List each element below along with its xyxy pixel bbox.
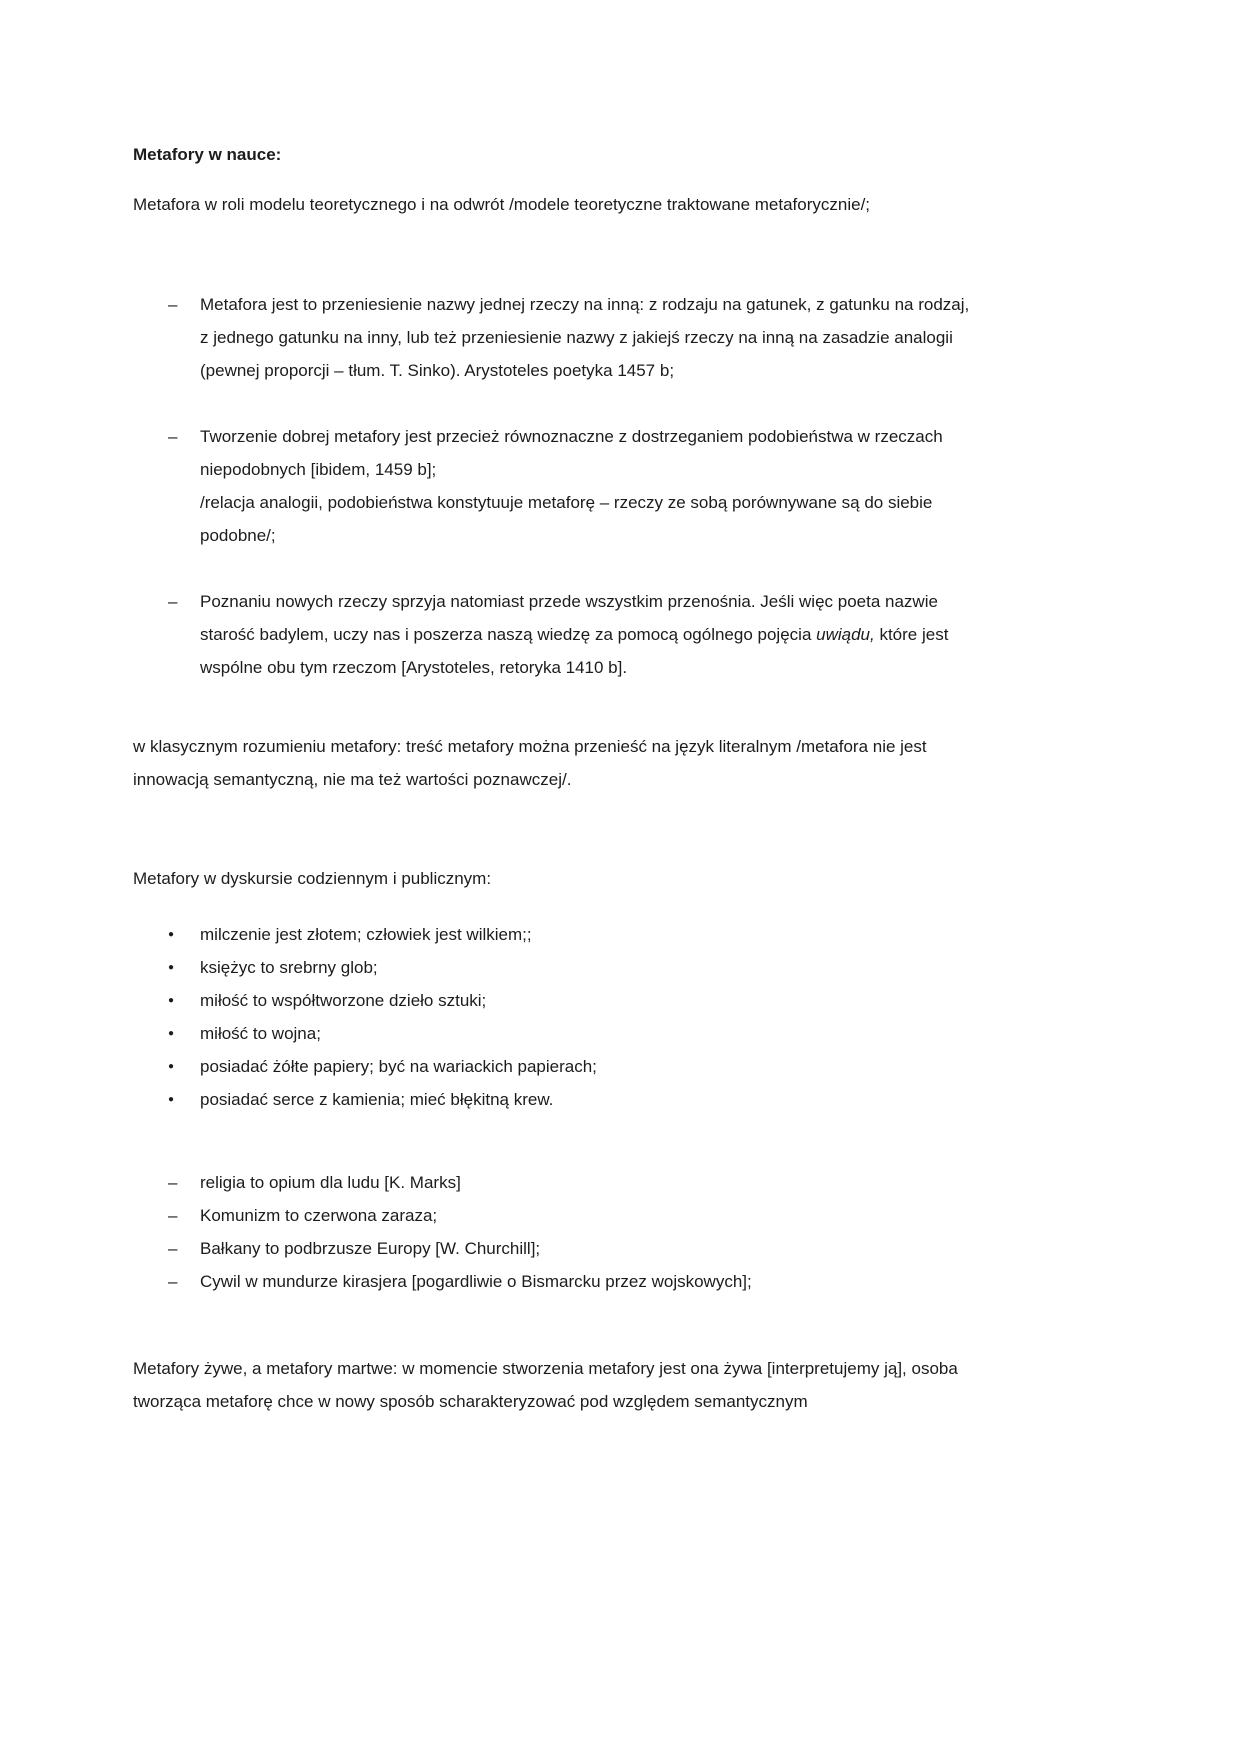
text-line: /relacja analogii, podobieństwa konstytuuje metaforę – rzeczy ze sobą porównywane są do siebie podobne/;: [200, 493, 933, 545]
list-item-text: księżyc to srebrny glob;: [200, 958, 378, 977]
text-segment: Poznaniu nowych rzeczy sprzyja natomiast przede wszystkim przenośnia. Jeśli więc poeta nazwie starość badylem, uczy nas i poszerza naszą wiedzę za pomocą ogólnego pojęcia: [200, 592, 938, 644]
list-item: [133, 1199, 972, 1232]
text-segment: które jest wspólne obu tym rzeczom [Arystoteles, retoryka 1410 b].: [200, 625, 949, 677]
discourse-section-heading: Metafory w dyskursie codziennym i publicznym:: [133, 869, 492, 888]
list-item: [133, 420, 972, 552]
bullet-marker: ●: [168, 995, 175, 1006]
list-item: [133, 288, 972, 387]
list-item: [133, 1017, 972, 1050]
list-item: [133, 918, 972, 951]
italic-term: uwiądu,: [816, 625, 875, 644]
list-item: [133, 1232, 972, 1265]
dash-marker: –: [168, 1206, 178, 1225]
list-item-text: religia to opium dla ludu [K. Marks]: [200, 1173, 461, 1192]
bullet-marker: ●: [168, 929, 175, 940]
list-item-text: [200, 585, 972, 684]
bullet-marker: ●: [168, 1028, 175, 1039]
list-item-text: milczenie jest złotem; człowiek jest wilkiem;;: [200, 925, 532, 944]
list-item: [133, 1166, 972, 1199]
list-item: [133, 951, 972, 984]
list-item-text: Metafora jest to przeniesienie nazwy jednej rzeczy na inną: z rodzaju na gatunek, z gatunku na rodzaj, z jednego gatunku na inny, lub też przeniesienie nazwy z jakiejś rzeczy na inną na zasadzie analogii (pewnej proporcji – tłum. T. Sinko). Arystoteles poetyka 1457 b;: [200, 295, 970, 380]
dash-marker: –: [168, 592, 178, 611]
list-item-text: [200, 420, 972, 552]
text-line: Tworzenie dobrej metafory jest przecież równoznaczne z dostrzeganiem podobieństwa w rzeczach niepodobnych [ibidem, 1459 b];: [200, 427, 943, 479]
list-item-text: posiadać żółte papiery; być na wariackich papierach;: [200, 1057, 597, 1076]
list-item: [133, 1265, 972, 1298]
aristotle-definitions-list: [133, 288, 972, 684]
dash-marker: –: [168, 295, 178, 314]
intro-paragraph: Metafora w roli modelu teoretycznego i na odwrót /modele teoretyczne traktowane metaforycznie/;: [133, 195, 871, 214]
list-item: [133, 585, 972, 684]
list-item: [133, 1050, 972, 1083]
list-item-text: posiadać serce z kamienia; mieć błękitną krew.: [200, 1090, 554, 1109]
bullet-marker: ●: [168, 962, 175, 973]
closing-paragraph: Metafory żywe, a metafory martwe: w momencie stworzenia metafory jest ona żywa [interpretujemy ją], osoba tworząca metaforę chce w nowy sposób scharakteryzować pod względem semantycznym: [133, 1359, 958, 1411]
list-item-text: Cywil w mundurze kirasjera [pogardliwie o Bismarcku przez wojskowych];: [200, 1272, 752, 1291]
dash-marker: –: [168, 427, 178, 446]
list-item-text: Bałkany to podbrzusze Europy [W. Churchill];: [200, 1239, 541, 1258]
list-item: [133, 984, 972, 1017]
everyday-metaphors-list: [133, 918, 972, 1116]
public-metaphors-list: [133, 1166, 972, 1298]
classical-interpretation-paragraph: w klasycznym rozumieniu metafory: treść metafory można przenieść na język literalnym /metafora nie jest innowacją semantyczną, nie ma też wartości poznawczej/.: [133, 737, 927, 789]
dash-marker: –: [168, 1173, 178, 1192]
dash-marker: –: [168, 1272, 178, 1291]
list-item-text: miłość to współtworzone dzieło sztuki;: [200, 991, 487, 1010]
bullet-marker: ●: [168, 1094, 175, 1105]
list-item: [133, 1083, 972, 1116]
document-title: Metafory w nauce:: [133, 145, 282, 164]
list-item-text: Komunizm to czerwona zaraza;: [200, 1206, 438, 1225]
list-item-text: miłość to wojna;: [200, 1024, 321, 1043]
bullet-marker: ●: [168, 1061, 175, 1072]
dash-marker: –: [168, 1239, 178, 1258]
